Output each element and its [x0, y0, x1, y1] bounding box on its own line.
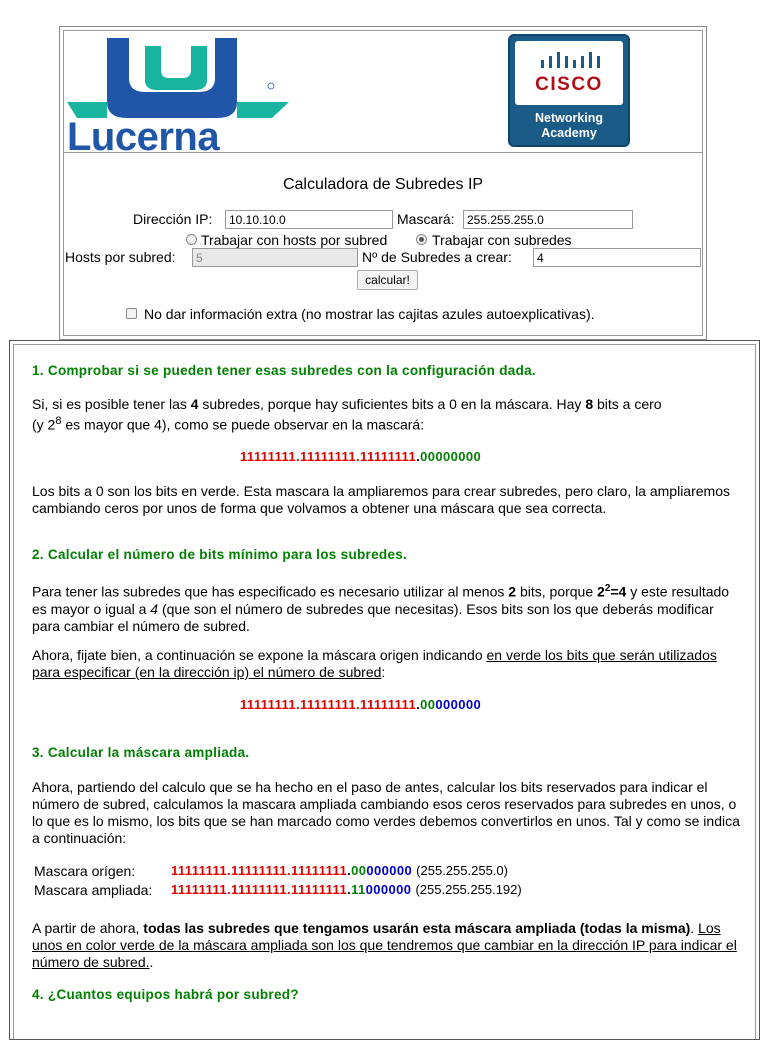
section-4-heading: 4. ¿Cuantos equipos habrá por subred? — [32, 987, 299, 1002]
ip-label: Dirección IP: — [133, 211, 213, 227]
no-info-label: No dar información extra (no mostrar las cajitas azules autoexplicativas). — [144, 306, 595, 322]
mask-label: Mascará: — [397, 211, 455, 227]
cisco-line-2: Academy — [541, 126, 597, 140]
cisco-wordmark: CISCO — [535, 74, 603, 95]
no-info-checkbox[interactable] — [126, 308, 137, 319]
section-3-paragraph-1: Ahora, partiendo del calculo que se ha hecho en el paso de antes, calcular los bits reservados para indicar el número de subred, calculamos la mascara ampliada cambiando esos ceros reservados para subredes en unos, o lo que es lo mismo, los bits que se han marcado como verdes debemos convertirlos en unos. Tal y como se indica a continuación: — [32, 779, 740, 846]
form-inner-frame — [63, 30, 703, 336]
section-3-heading: 3. Calcular la máscara ampliada. — [32, 745, 250, 760]
cisco-line-1: Networking — [534, 111, 604, 125]
section-2-paragraph-1: Para tener las subredes que has especificado es necesario utilizar al menos 2 bits, porque $2^2=4$ y este resultado es mayor o igual a 4 (que son el número de subredes que necesitas). Esos bits son los que deberás modificar para cambiar el número de subred. — [32, 583, 730, 634]
mask-input[interactable] — [463, 210, 633, 229]
calculator-form-panel — [59, 26, 707, 340]
mask-extended-value: 11111111.11111111.11111111.11000000 (255.255.255.192) — [171, 882, 522, 897]
ip-input[interactable] — [225, 210, 393, 229]
cisco-logo-top — [515, 41, 623, 105]
results-panel — [9, 340, 760, 1040]
section-1-mask: 11111111.11111111.11111111.00000000 — [240, 449, 482, 464]
mask-extended-label: Mascara ampliada: — [34, 882, 153, 898]
section-2-paragraph-2: Ahora, fijate bien, a continuación se expone la máscara origen indicando en verde los bits que serán utilizados para especificar (en la dirección ip) el número de subred: — [32, 647, 717, 680]
cisco-networking-academy-logo — [508, 34, 630, 147]
mask-origin-value: 11111111.11111111.11111111.00000000 (255.255.255.0) — [171, 863, 508, 878]
section-2-heading: 2. Calcular el número de bits mínimo para los subredes. — [32, 547, 408, 562]
subnets-label: Nº de Subredes a crear: — [362, 249, 512, 265]
subnets-input[interactable] — [533, 248, 701, 267]
section-1-heading: 1. Comprobar si se pueden tener esas subredes con la configuración dada. — [32, 363, 536, 378]
cisco-bars-icon — [539, 50, 603, 70]
section-2-mask: 11111111.11111111.11111111.00000000 — [240, 697, 482, 712]
logo-row — [64, 31, 702, 159]
networking-academy-text — [510, 111, 628, 141]
lucerna-wordmark: Lucerna — [67, 115, 220, 159]
hosts-input[interactable] — [192, 248, 358, 267]
calculate-button[interactable]: calcular! — [357, 270, 418, 290]
section-3-paragraph-2: A partir de ahora, todas las subredes que tengamos usarán esta máscara ampliada (todas la misma). Los unos en color verde de la máscara ampliada son los que tendremos que cambiar en la dirección IP para indicar el número de subred.. — [32, 920, 737, 970]
radio-hosts[interactable] — [186, 234, 197, 245]
hosts-label: Hosts por subred: — [65, 249, 176, 265]
section-1-paragraph-1: Si, si es posible tener las 4 subredes, porque hay suficientes bits a 0 en la máscara. Hay 8 bits a cero (y $2^8$ es mayor que 4), como se puede observar en la mascará: — [32, 396, 662, 433]
radio-hosts-label: Trabajar con hosts por subred — [201, 232, 388, 248]
section-1-paragraph-2: Los bits a 0 son los bits en verde. Esta mascara la ampliaremos para crear subredes, pero claro, la ampliaremos cambiando ceros por unos de forma que volvamos a obtener una máscara que sea correcta. — [32, 483, 730, 516]
radio-subnets[interactable] — [416, 234, 427, 245]
form-title: Calculadora de Subredes IP — [282, 176, 484, 193]
results-inner-frame — [13, 344, 756, 1039]
mask-origin-label: Mascara orígen: — [34, 863, 136, 879]
radio-subnets-label: Trabajar con subredes — [432, 232, 572, 248]
